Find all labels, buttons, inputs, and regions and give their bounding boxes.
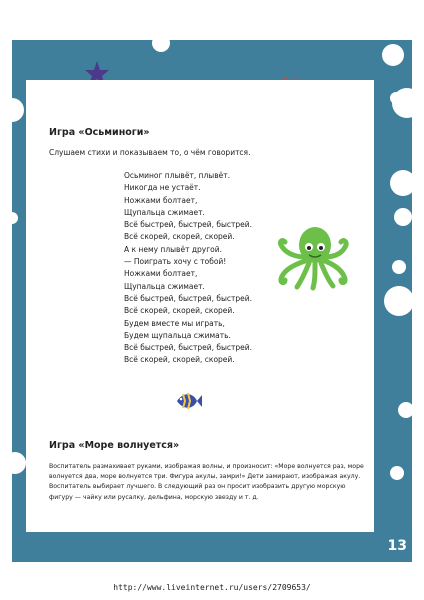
game1-intro: Слушаем стихи и показываем то, о чём говорится. (49, 148, 251, 157)
poem-line: Ножками болтает, (124, 269, 198, 279)
bubble (394, 208, 412, 226)
poem-line: Всё скорей, скорей, скорей. (124, 355, 235, 365)
poem-line: Всё скорей, скорей, скорей. (124, 306, 235, 316)
octopus-icon (275, 223, 351, 291)
bubble (398, 402, 412, 418)
bubble (152, 40, 170, 52)
bubble (390, 170, 412, 196)
game2-title: Игра «Море волнуется» (49, 440, 180, 451)
game2-text: Воспитатель размахивает руками, изображая волны, и произносит: «Море волнуется раз, море волнуется два, море волнуется три. Фигура акулы, замри!» Дети замирают, изображая акулу. Воспитатель выбирает лучшего. В следующий раз он просит изобразить другую морскую фигуру — чайку или русалку, дельфина, морскую звезду и т. д. (49, 463, 364, 501)
bubble (12, 98, 24, 122)
poem-line: А к нему плывёт другой. (124, 244, 223, 254)
poem-line: Никогда не устаёт. (124, 183, 201, 193)
fish-icon (175, 390, 203, 412)
poem-line: Всё быстрей, быстрей, быстрей. (124, 343, 253, 353)
poem-line: Всё скорей, скорей, скорей. (124, 232, 235, 242)
poem-line: — Поиграть хочу с тобой! (124, 257, 227, 267)
bubble (382, 44, 404, 66)
bubble (392, 88, 412, 118)
bubble (390, 466, 404, 480)
bubble (12, 212, 18, 224)
poem (124, 170, 252, 367)
poem-line: Щупальца сжимает. (124, 281, 205, 291)
bubble (392, 260, 406, 274)
poem-line: Будем щупальца сжимать. (124, 330, 231, 340)
poem-line: Ножками болтает, (124, 195, 198, 205)
bubble (384, 286, 412, 316)
poem-line: Всё быстрей, быстрей, быстрей. (124, 293, 253, 303)
poem-line: Всё быстрей, быстрей, быстрей. (124, 220, 253, 230)
poem-line: Осьминог плывёт, плывёт. (124, 171, 230, 180)
page-number: 13 (387, 538, 407, 554)
footer-url[interactable]: http://www.liveinternet.ru/users/2709653/ (113, 583, 311, 592)
poem-line: Будем вместе мы играть, (124, 318, 225, 328)
poem-line: Щупальца сжимает. (124, 207, 205, 217)
bubble (12, 452, 26, 474)
game1-title: Игра «Осьминоги» (49, 127, 150, 138)
